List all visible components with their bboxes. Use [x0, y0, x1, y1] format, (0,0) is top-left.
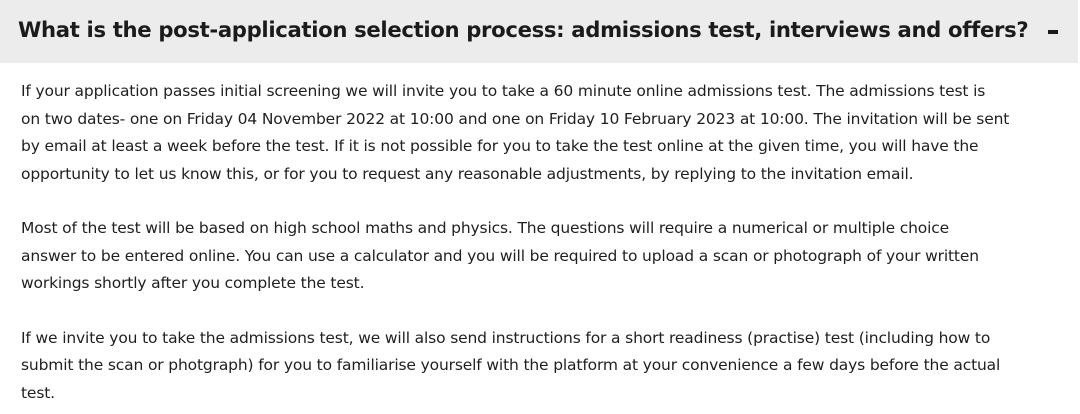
accordion-header[interactable]	[0, 0, 1078, 63]
paragraph-line: on two dates- one on Friday 04 November 2022 at 10:00 and one on Friday 10 February 2023 at 10:00. The invitation will be sent	[21, 109, 1010, 128]
paragraph-line: by email at least a week before the test. If it is not possible for you to take the test online at the given time, you will have the	[21, 137, 979, 155]
accordion-title[interactable]: What is the post-application selection process: admissions test, interviews and offers?	[18, 18, 1029, 43]
paragraph-line: Most of the test will be based on high school maths and physics. The questions will require a numerical or multiple choice	[21, 219, 950, 237]
paragraph-line: opportunity to let us know this, or for you to request any reasonable adjustments, by replying to the invitation email.	[21, 164, 914, 183]
paragraph-line: workings shortly after you complete the test.	[21, 274, 365, 292]
accordion-body	[21, 78, 1061, 407]
paragraph-test-content	[21, 215, 1061, 298]
paragraph-line: If your application passes initial screening we will invite you to take a 60 minute online admissions test. The admissions test is	[21, 82, 986, 100]
paragraph-line: If we invite you to take the admissions test, we will also send instructions for a short readiness (practise) test (including how to	[21, 328, 991, 347]
paragraph-admissions-test-invite	[21, 78, 1061, 188]
collapse-minus-icon[interactable]	[1048, 30, 1058, 34]
paragraph-readiness-test	[21, 325, 1061, 408]
paragraph-line: answer to be entered online. You can use a calculator and you will be required to upload a scan or photograph of your written	[21, 246, 979, 265]
paragraph-line: submit the scan or photgraph) for you to familiarise yourself with the platform at your convenience a few days before the actual	[21, 356, 1001, 374]
paragraph-line: test.	[21, 383, 55, 402]
